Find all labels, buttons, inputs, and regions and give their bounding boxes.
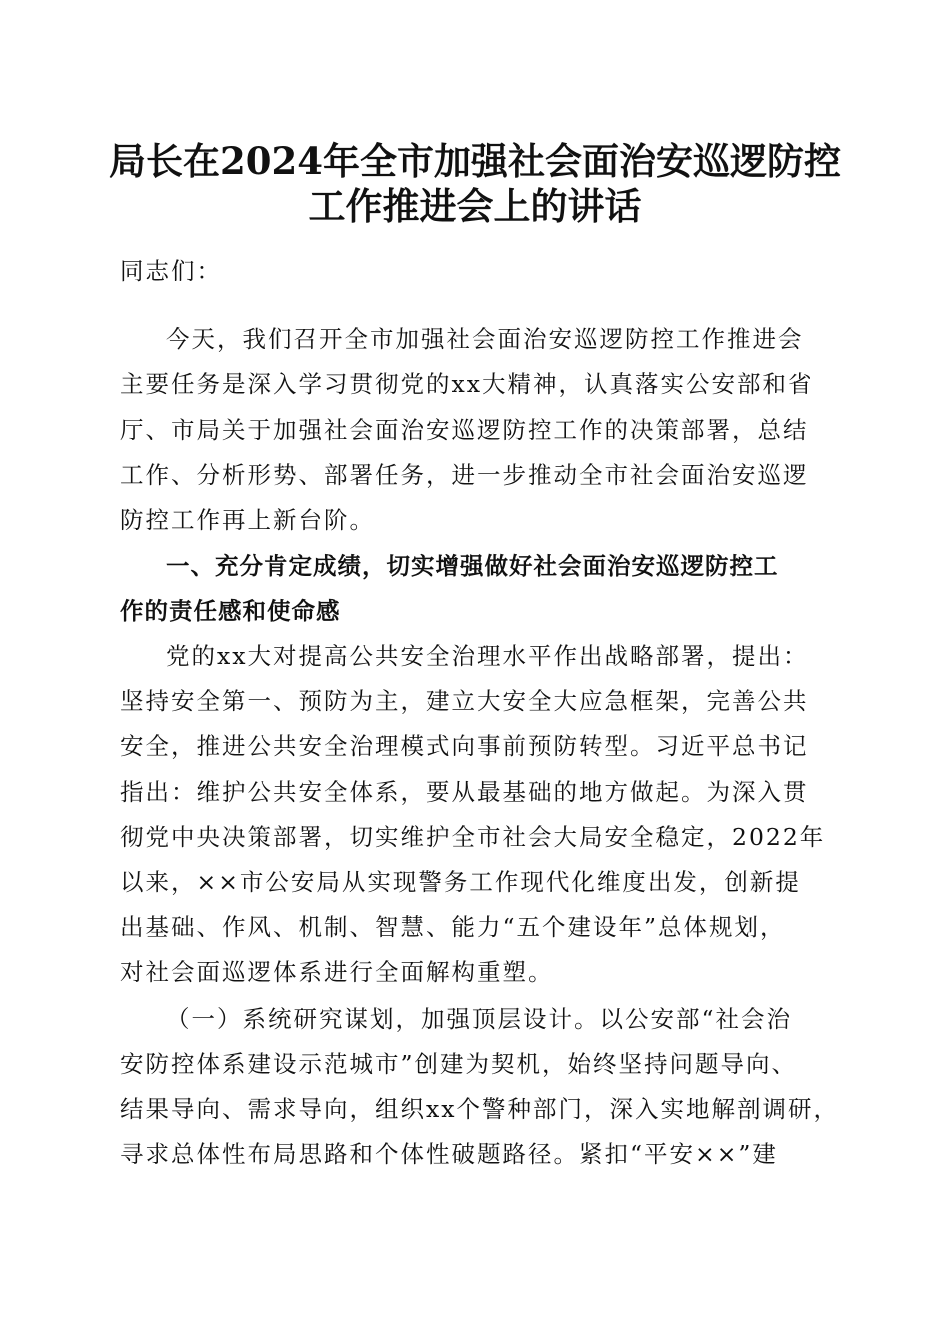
section-heading-line: 一、充分肯定成绩，切实增强做好社会面治安巡逻防控工: [166, 552, 779, 580]
paragraph-line: 安防控体系建设示范城市”创建为契机，始终坚持问题导向、: [120, 1050, 798, 1078]
paragraph-line: 今天，我们召开全市加强社会面治安巡逻防控工作推进会: [166, 325, 804, 353]
document-title-line-2: 工作推进会上的讲话: [308, 184, 642, 228]
section-heading-line: 作的责任感和使命感: [120, 597, 341, 625]
paragraph-line: （一）系统研究谋划，加强顶层设计。以公安部“社会治: [166, 1005, 793, 1033]
paragraph-line: 防控工作再上新台阶。: [120, 506, 375, 534]
paragraph-line: 彻党中央决策部署，切实维护全市社会大局安全稳定，2022年: [120, 823, 826, 851]
paragraph-line: 党的xx大对提高公共安全治理水平作出战略部署，提出：: [166, 642, 809, 670]
salutation: 同志们：: [120, 257, 222, 285]
paragraph-line: 安全，推进公共安全治理模式向事前预防转型。习近平总书记: [120, 732, 809, 760]
paragraph-line: 主要任务是深入学习贯彻党的xx大精神，认真落实公安部和省: [120, 370, 814, 398]
paragraph-line: 以来，××市公安局从实现警务工作现代化维度出发，创新提: [120, 868, 801, 896]
paragraph-line: 结果导向、需求导向，组织xx个警种部门，深入实地解剖调研，: [120, 1095, 840, 1123]
paragraph-line: 工作、分析形势、部署任务，进一步推动全市社会面治安巡逻: [120, 461, 809, 489]
paragraph-line: 对社会面巡逻体系进行全面解构重塑。: [120, 958, 554, 986]
paragraph-line: 厅、市局关于加强社会面治安巡逻防控工作的决策部署，总结: [120, 416, 809, 444]
document-title-line-1: 局长在2024年全市加强社会面治安巡逻防控: [109, 139, 841, 183]
paragraph-line: 坚持安全第一、预防为主，建立大安全大应急框架，完善公共: [120, 687, 809, 715]
paragraph-line: 指出：维护公共安全体系，要从最基础的地方做起。为深入贯: [120, 778, 809, 806]
paragraph-line: 出基础、作风、机制、智慧、能力“五个建设年”总体规划，: [120, 913, 786, 941]
paragraph-line: 寻求总体性布局思路和个体性破题路径。紧扣“平安××”建: [120, 1140, 778, 1168]
